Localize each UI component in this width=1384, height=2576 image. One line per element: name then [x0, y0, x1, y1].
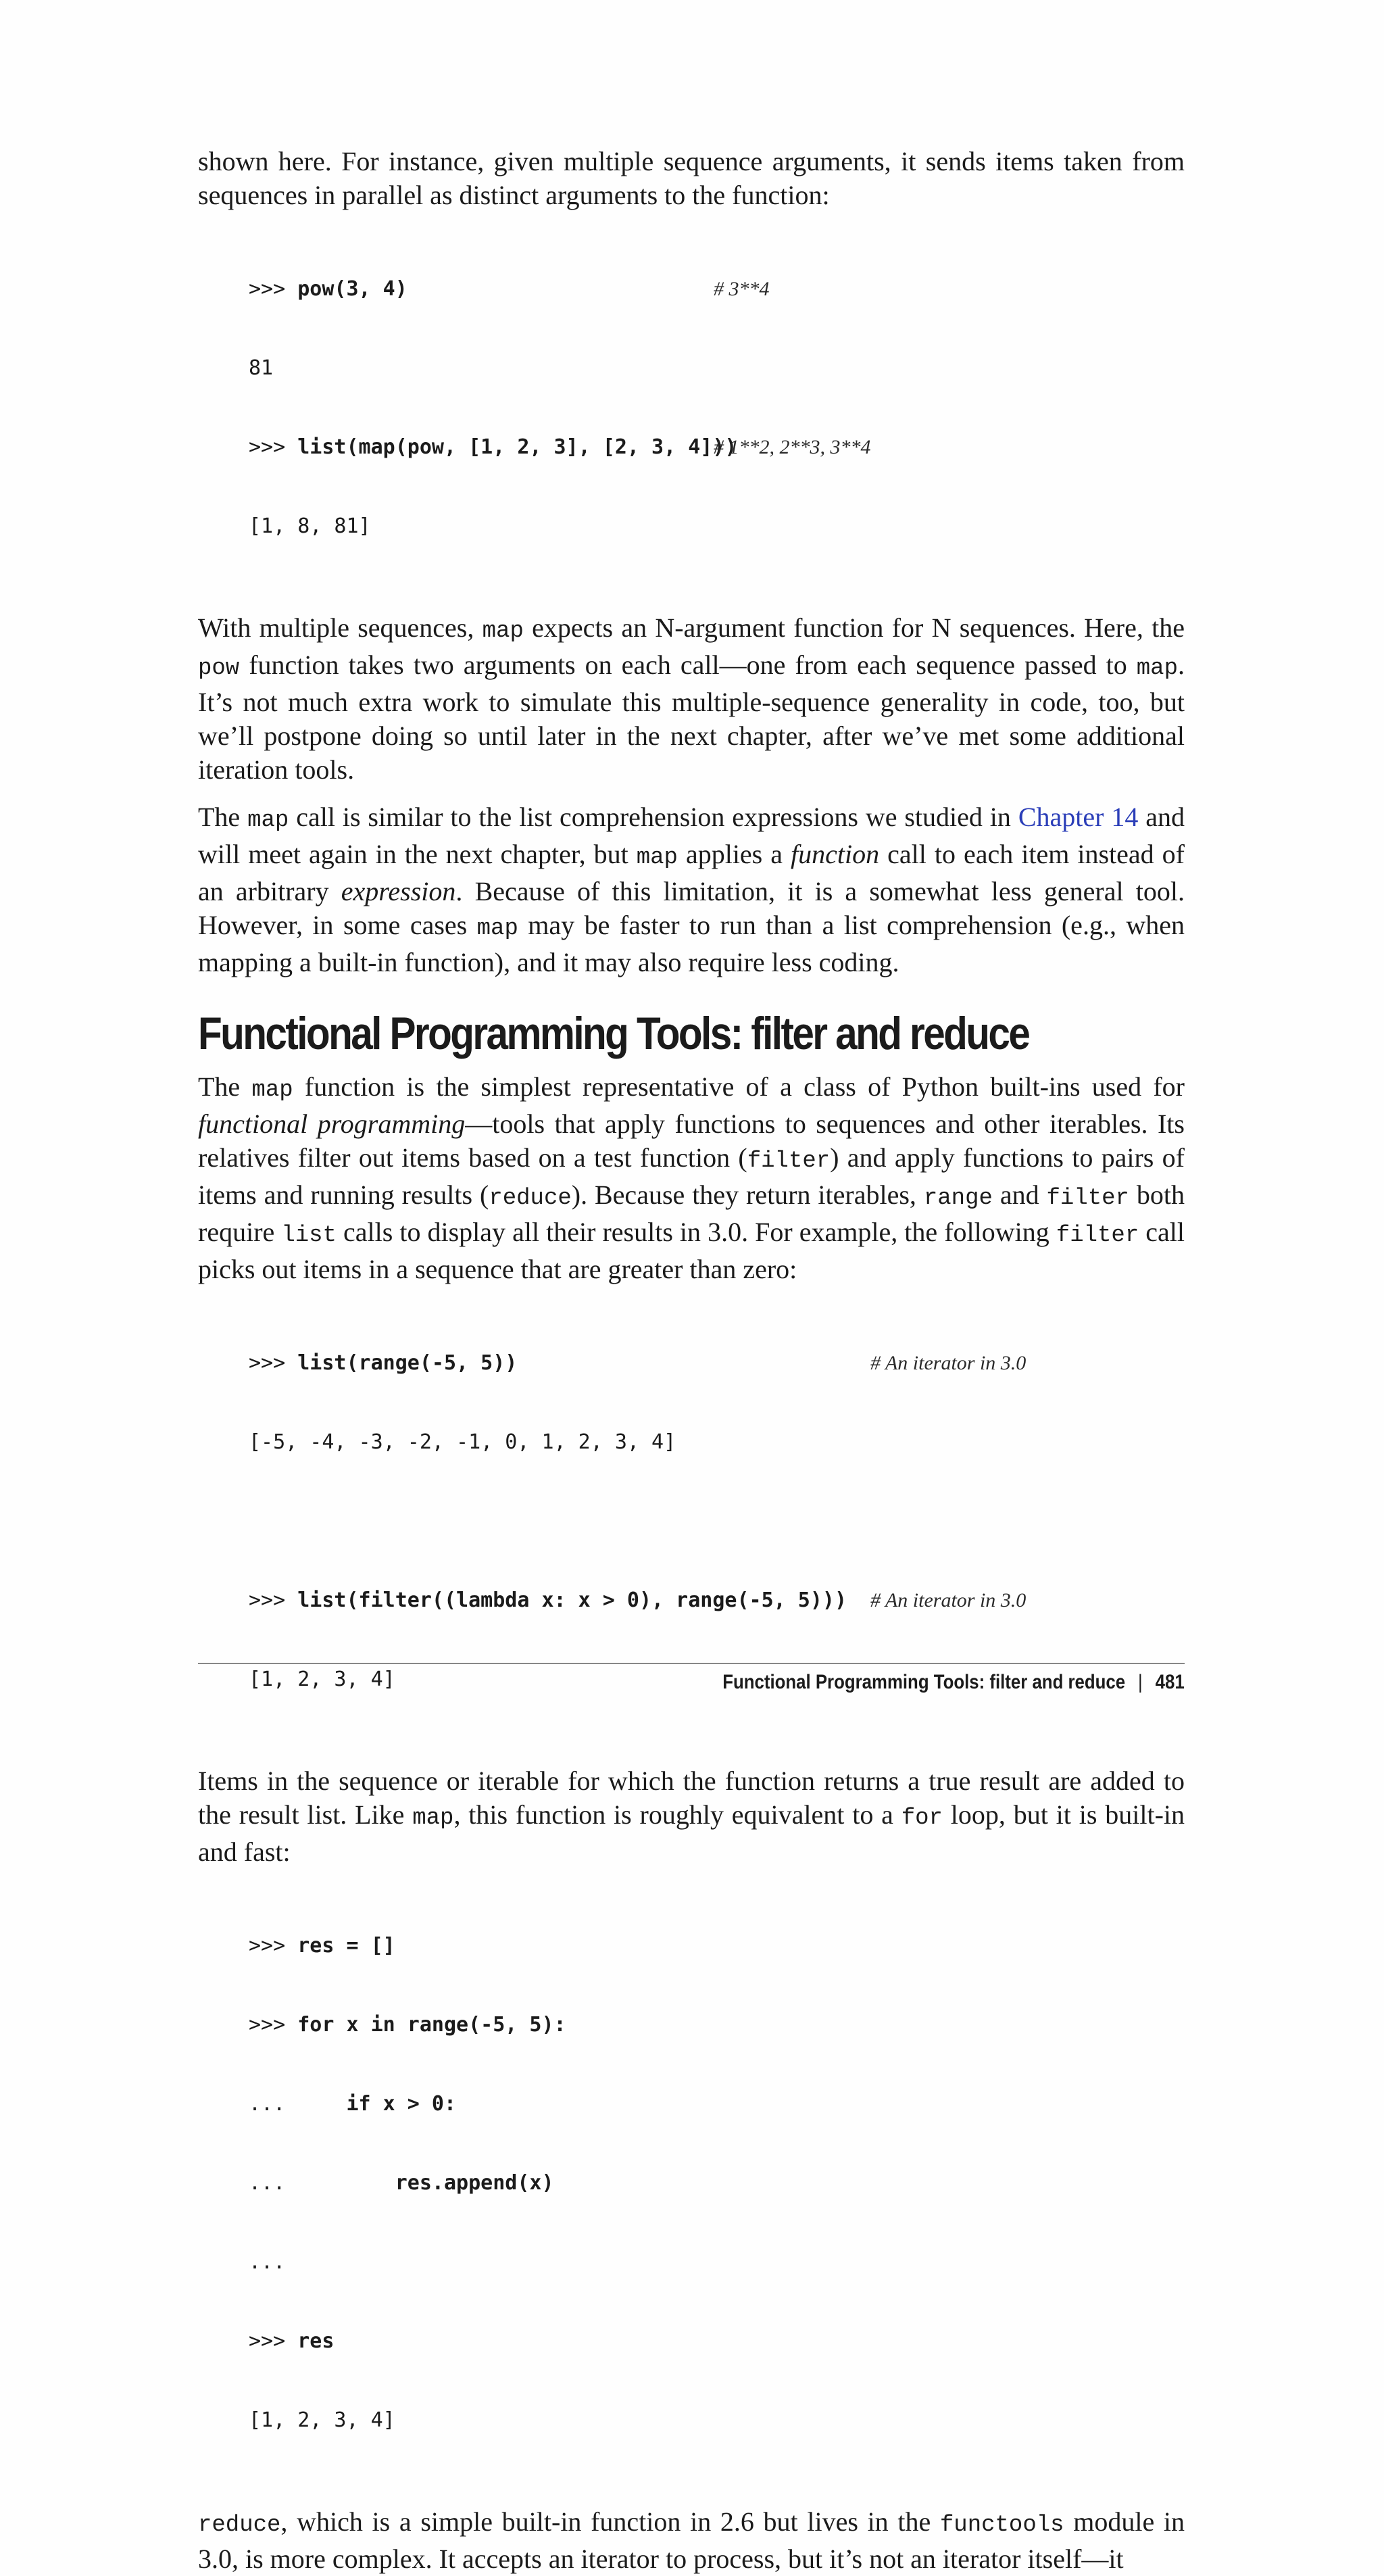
paragraph-map-vs-comprehension: The map call is similar to the list comprehension expressions we studied in Chapter 14 and will meet again in the next chapter, but map applies a function call to each item instead of an arbitrary expression. Because of this limitation, it is a somewhat less general tool. However, in some cases map may be faster to run than a list comprehension (e.g., when mapping a built-in function), and it may also require less coding.: [198, 802, 1185, 977]
code-line: [1, 2, 3, 4]: [249, 2408, 395, 2432]
code-comment: # 1**2, 2**3, 3**4: [714, 436, 871, 458]
footer-divider: [198, 1663, 1185, 1664]
code-line: >>> list(filter((lambda x: x > 0), range(-5, 5))) # An iterator in 3.0: [249, 1588, 1027, 1612]
code-comment: # 3**4: [714, 278, 770, 300]
code-line: ... if x > 0:: [249, 2092, 457, 2116]
page-content: [198, 145, 1185, 2576]
code-line: >>> pow(3, 4) # 3**4: [249, 277, 770, 301]
code-comment: # An iterator in 3.0: [870, 1352, 1027, 1374]
code-line: ... res.append(x): [249, 2171, 554, 2195]
code-line: >>> list(map(pow, [1, 2, 3], [2, 3, 4])) # 1**2, 2**3, 3**4: [249, 435, 871, 459]
paragraph-functional-programming: The map function is the simplest representative of a class of Python built-ins used for functional programming—tools that apply functions to sequences and other iterables. Its relatives filter out items based on a test function (filter) and apply functions to pairs of items and running results (reduce). Because they return iterables, range and filter both require list calls to display all their results in 3.0. For example, the following filter call picks out items in a sequence that are greater than zero:: [198, 1071, 1185, 1284]
page-number: 481: [1155, 1671, 1185, 1693]
code-block-pow: [249, 223, 1185, 592]
section-heading: Functional Programming Tools: filter and reduce: [198, 1008, 1029, 1059]
paragraph-filter-equivalent: Items in the sequence or iterable for which the function returns a true result are added to the result list. Like map, this function is roughly equivalent to a for loop, but it is built-in and fast:: [198, 1766, 1185, 1867]
code-line: ...: [249, 2250, 286, 2274]
code-block-for-loop: [249, 1880, 1185, 2486]
page-footer: [723, 1671, 1185, 1694]
code-line: >>> res = []: [249, 1934, 395, 1958]
code-line: [-5, -4, -3, -2, -1, 0, 1, 2, 3, 4]: [249, 1430, 676, 1454]
running-title: Functional Programming Tools: filter and reduce: [722, 1671, 1126, 1693]
code-line: >>> list(range(-5, 5)) # An iterator in 3.0: [249, 1351, 1027, 1375]
footer-separator: |: [1138, 1671, 1143, 1693]
chapter-14-link[interactable]: Chapter 14: [1018, 802, 1139, 832]
paragraph-intro: shown here. For instance, given multiple sequence arguments, it sends items taken from sequences in parallel as distinct arguments to the function:: [198, 146, 1185, 210]
code-line: 81: [249, 356, 274, 380]
code-line: [1, 8, 81]: [249, 514, 371, 538]
code-line: [1, 2, 3, 4]: [249, 1668, 395, 1691]
code-line: >>> res: [249, 2329, 335, 2353]
code-line: >>> for x in range(-5, 5):: [249, 2013, 566, 2037]
code-comment: # An iterator in 3.0: [870, 1589, 1027, 1611]
paragraph-multiple-sequences: With multiple sequences, map expects an N-argument function for N sequences. Here, the pow function takes two arguments on each call—one from each sequence passed to map. It’s not much extra work to simulate this multiple-sequence generality in code, too, but we’ll postpone doing so until later in the next chapter, after we’ve met some additional iteration tools.: [198, 612, 1185, 785]
paragraph-reduce: reduce, which is a simple built-in function in 2.6 but lives in the functools module in 3.0, is more complex. It accepts an iterator to process, but it’s not an iterator itself—it: [198, 2506, 1185, 2574]
